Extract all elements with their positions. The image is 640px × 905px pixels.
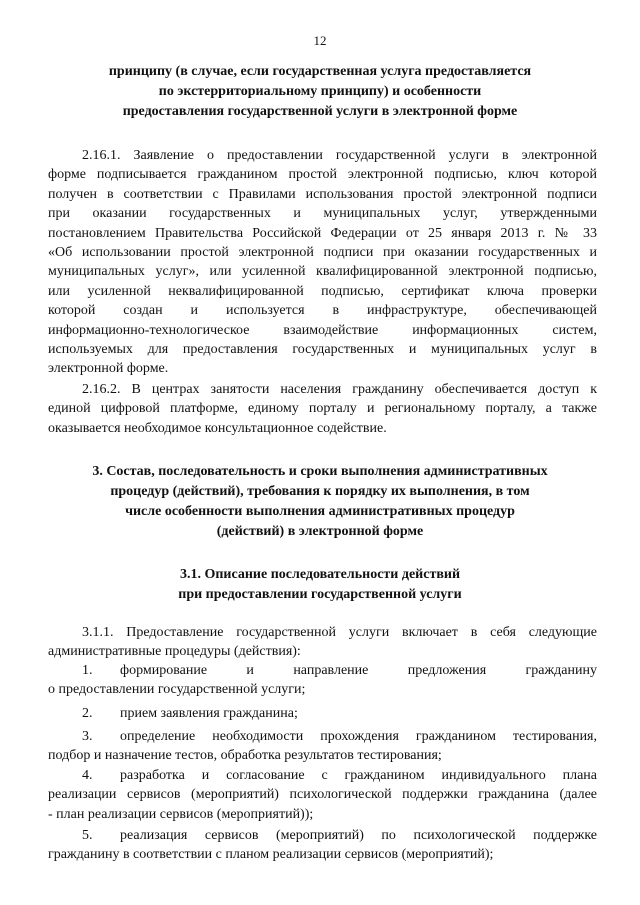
list-item <box>48 661 597 700</box>
section-heading-3 <box>40 462 600 542</box>
text-line: 2.16.2. В центрах занятости населения гражданину обеспечивается доступ к <box>82 382 597 397</box>
list-number: 5. <box>82 828 93 843</box>
section-heading-electronic-form <box>40 62 600 122</box>
text-line: формирование и направление предложения гражданину <box>120 663 597 678</box>
text-line: гражданину в соответствии с планом реализации сервисов (мероприятий); <box>48 847 494 863</box>
paragraph-3-1-1 <box>48 623 597 662</box>
paragraph-2-16-1 <box>48 146 597 379</box>
text-line: - план реализации сервисов (мероприятий)); <box>48 806 314 822</box>
text-line: используемых для предоставления государственных и муниципальных услуг в <box>48 342 597 358</box>
text-line: муниципальных услуг», или усиленной квалифицированной электронной подписью, <box>48 264 597 280</box>
heading-line: процедур (действий), требования к порядку их выполнения, в том <box>110 484 530 499</box>
list-number: 3. <box>82 729 93 744</box>
text-line: реализации сервисов (мероприятий) психологической поддержки гражданина (далее <box>48 787 597 803</box>
text-line: 3.1.1. Предоставление государственной услуги включает в себя следующие <box>82 625 597 640</box>
heading-line: 3.1. Описание последовательности действий <box>179 567 461 582</box>
text-line: получен в соответствии с Правилами использования простой электронной подписи <box>48 186 597 202</box>
text-line: которой создан и используется в инфраструктуре, обеспечивающей <box>48 303 597 319</box>
text-line: постановлением Правительства Российской Федерации от 25 января 2013 г. № 33 <box>48 225 597 241</box>
text-line: электронной форме. <box>48 361 169 377</box>
heading-line: по экстерриториальному принципу) и особенности <box>158 84 482 99</box>
list-item <box>48 826 597 865</box>
list-item <box>48 704 597 723</box>
list-number: 4. <box>82 768 93 783</box>
text-line: о предоставлении государственной услуги; <box>48 682 306 698</box>
list-number: 1. <box>82 663 93 678</box>
list-item <box>48 766 597 824</box>
text-line: определение необходимости прохождения гражданином тестирования, <box>120 729 597 744</box>
heading-line: принципу (в случае, если государственная услуга предоставляется <box>108 64 532 79</box>
section-heading-3-1 <box>40 565 600 605</box>
text-line: при оказании государственных и муниципальных услуг, утвержденными <box>48 206 597 222</box>
text-line: единой цифровой платформе, единому порталу и региональному порталу, а также <box>48 401 597 417</box>
text-line: «Об использовании простой электронной подписи при оказании государственных и <box>48 245 597 261</box>
heading-line: предоставления государственной услуги в электронной форме <box>122 104 518 119</box>
text-line: реализация сервисов (мероприятий) по психологической поддержке <box>120 828 597 843</box>
text-line: информационно-технологическое взаимодействие информационных систем, <box>48 322 597 338</box>
text-line: 2.16.1. Заявление о предоставлении государственной услуги в электронной <box>82 148 597 163</box>
text-line: прием заявления гражданина; <box>120 706 298 721</box>
paragraph-2-16-2 <box>48 380 597 438</box>
list-number: 2. <box>82 706 93 721</box>
text-line: или усиленной неквалифицированной подписью, сертификат ключа проверки <box>48 283 597 299</box>
heading-line: 3. Состав, последовательность и сроки выполнения административных <box>92 464 548 479</box>
text-line: разработка и согласование с гражданином индивидуального плана <box>120 768 597 783</box>
text-line: оказывается необходимое консультационное содействие. <box>48 420 387 436</box>
heading-line: при предоставлении государственной услуги <box>178 587 462 602</box>
text-line: форме подписывается гражданином простой электронной подписью, ключ которой <box>48 167 597 183</box>
text-line: административные процедуры (действия): <box>48 644 301 660</box>
heading-line: (действий) в электронной форме <box>216 524 424 539</box>
list-item <box>48 727 597 766</box>
text-line: подбор и назначение тестов, обработка результатов тестирования; <box>48 748 442 764</box>
heading-line: числе особенности выполнения административных процедур <box>125 504 515 519</box>
page-number: 12 <box>313 33 327 48</box>
